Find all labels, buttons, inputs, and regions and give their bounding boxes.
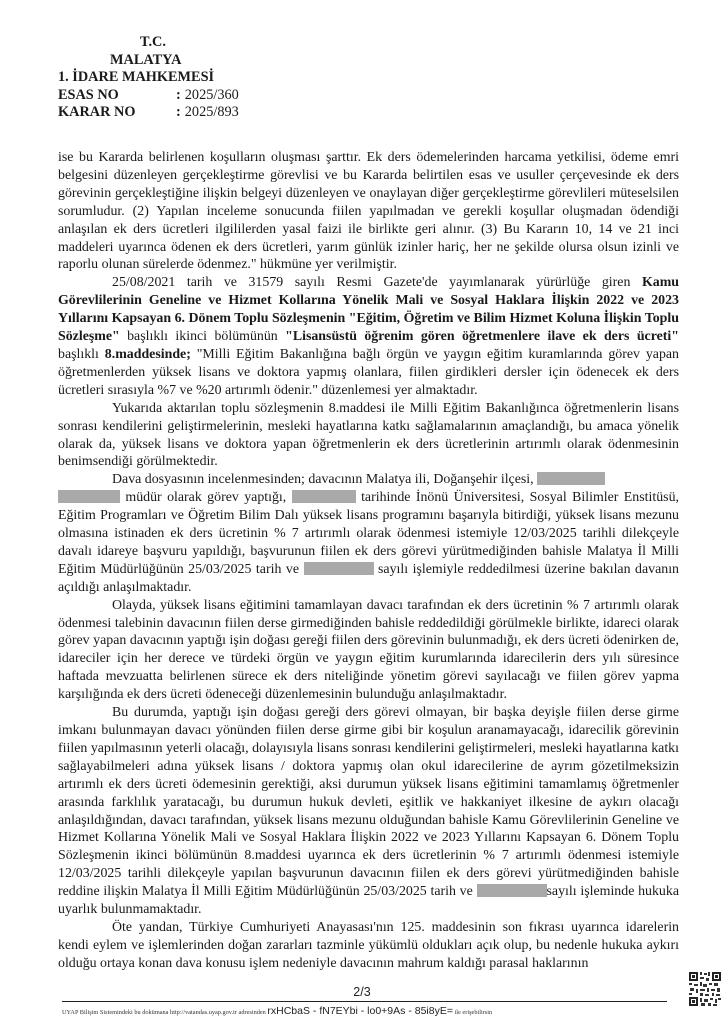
- paragraph-1: ise bu Kararda belirlenen koşulların oluşması şarttır. Ek ders ödemelerinden harcama yetkilisi, ödeme emri belgesini düzenleyen gerçekleştirme görevlisi ve bu Kararda belirtilen esas ve usuller çerçevesinde ek ders görevinin gerçekleştiğine ilişkin belgeyi düzenleyen ve onaylayan diğer gerçekleştirme görevlileri müteselsilen sorumludur. (2) Yapılan inceleme sonucunda fiilen yapılmadan ve gerekli koşullar oluşmadan ödendiği anlaşılan ek ders ücretleri ilgililerden yasal faizi ile birlikte geri alınır. (3) Bu Kararın 10, 14 ve 21 inci maddeleri uyarınca ödenen ek ders ücretleri, yarım günlük izinler hariç, her ne şekilde olursa olsun izinli ve raporlu olunan sürelerde ödenmez." hükmüne yer verilmiştir.: [58, 150, 679, 273]
- page-number: 2/3: [353, 985, 371, 999]
- bold-span: 8.maddesinde;: [104, 346, 191, 362]
- paragraph-7: Öte yandan, Türkiye Cumhuriyeti Anayasası'nın 125. maddesinin son fıkrası uyarınca idarelerin kendi eylem ve işlemlerinden doğan zararları tazminle yükümlü oldukları açık olup, bu nedenle hukuka aykırı olduğu ortaya konan dava konusu işlem nedeniyle davacının mahrum kaldığı parasal haklarının: [58, 919, 679, 971]
- paragraph-3: Yukarıda aktarılan toplu sözleşmenin 8.maddesi ile Milli Eğitim Bakanlığınca öğretmenlerin lisans sonrası kendilerini geliştirmelerinin, mesleki hayatlarına katkı sağlamalarının amaçlandığı, bu amaca yönelik olarak da, yüksek lisans ve doktora yapan öğretmenlerin ek ders ücretlerinin artırımlı olarak ödenmesinin benimsendiği görülmektedir.: [58, 400, 679, 470]
- redacted-date: [292, 490, 356, 503]
- redacted-document-number: [477, 884, 547, 897]
- footer-verification: [62, 1005, 672, 1017]
- bold-span: "Lisansüstü öğrenim gören öğretmenlere ilave ek ders ücreti": [285, 329, 679, 345]
- text-span: tarihinde İnönü Üniversitesi, Sosyal Bilimler Enstitüsü, Eğitim Programları ve Öğretim Bilim Dalı yüksek lisans programını başarıyla bitirdiği, yüksek lisans mezunu olmasına istinaden ek ders ücretinin % 7 artırımlı olarak ödenmesi istemiyle 12/03/2025 tarihli dilekçeyle davalı idareye başvuru yapıldığı, başvurunun fiilen ek ders görevi yürütmediğinden bahisle Malatya İl Milli Eğitim Müdürlüğünün 25/03/2025 tarih ve: [58, 490, 679, 577]
- text-span: 25/08/2021 tarih ve 31579 sayılı Resmi Gazete'de yayımlanarak yürürlüğe giren: [112, 275, 642, 291]
- karar-no-label: KARAR NO: [58, 104, 136, 120]
- city-heading: MALATYA: [110, 51, 182, 68]
- text-span: Dava dosyasının incelenmesinden; davacının Malatya ili, Doğanşehir ilçesi,: [112, 472, 538, 488]
- footer-suffix: ile erişebilirsin: [454, 1009, 493, 1016]
- karar-no-row: [58, 104, 239, 122]
- document-header: [58, 34, 239, 122]
- text-span: başlıklı: [58, 346, 105, 362]
- karar-no-value: 2025/893: [184, 104, 239, 120]
- redacted-school-name: [537, 472, 605, 485]
- text-span: sayılı işleminde hukuka uyarlık bulunmamaktadır.: [58, 884, 679, 918]
- text-span: sayılı işlemiyle reddedilmesi üzerine bakılan davanın açıldığı anlaşılmaktadır.: [58, 561, 680, 595]
- paragraph-4: [58, 471, 679, 596]
- court-heading: 1. İDARE MAHKEMESİ: [58, 69, 215, 85]
- country-heading: T.C.: [140, 34, 166, 50]
- verification-code: rxHCbaS - fN7EYbi - lo0+9As - 85i8yE=: [267, 1005, 453, 1017]
- text-span: başlıklı ikinci bölümünün: [119, 329, 286, 345]
- esas-no-row: [58, 87, 239, 105]
- paragraph-6: [58, 704, 679, 919]
- text-span: "Milli Eğitim Bakanlığına bağlı örgün ve yaygın eğitim kuramlarında görev yapan öğretmenlerden yüksek lisans ve doktora yapmış olanlara, fiilen girdikleri dersler için ödenecek ek ders ücretleri sırasıyla %7 ve %20 artırımlı ödenir." düzenlemesi yer almaktadır.: [58, 346, 680, 398]
- colon: :: [176, 86, 181, 103]
- text-span: müdür olarak görev yaptığı,: [120, 490, 292, 506]
- footer-divider: [62, 1001, 667, 1002]
- footer-prefix: UYAP Bilişim Sistemindeki bu dokümana http://vatandas.uyap.gov.tr adresinden: [62, 1009, 266, 1016]
- colon: :: [176, 104, 181, 120]
- redacted-document-number: [304, 562, 374, 575]
- paragraph-5: Olayda, yüksek lisans eğitimini tamamlayan davacı tarafından ek ders ücretinin % 7 artırımlı olarak ödenmesi talebinin davacının fiilen derse girmediğinden bahisle reddedildiği görülmekle birlikte, idareci olarak görev yapan davacının yaptığı işin doğası gereği fiilen ders görevinin bulunmadığı, ek ders ücreti ödenirken de, idareciler için her derece ve türdeki örgün ve yaygın eğitim kurumlarında idarecilerin ders yılı süresince haftada mevzuatta belirlenen sürece ek ders niteliğinde yönetim görevi sayılacağı ve fiilen görev yapma karşılığında ek ders ücreti ödeneceği düzenlemesinin bulunduğu anlaşılmaktadır.: [58, 597, 679, 703]
- bold-span: Kamu Görevlilerinin Geneline ve Hizmet Kollarına Yönelik Mali ve Sosyal Haklara İlişkin 2022 ve 2023 Yıllarını Kapsayan 6. Dönem Toplu Sözleşmenin "Eğitim, Öğretim ve Bilim Hizmet Koluna İlişkin Toplu Sözleşme": [58, 275, 679, 345]
- qr-code-icon: [688, 971, 722, 1007]
- paragraph-2: [58, 274, 679, 399]
- text-span: Bu durumda, yaptığı işin doğası gereği ders görevi olmayan, bir başka deyişle fiilen derse girme imkanı bulunmayan davacı yönünden fiilen derse girme gibi bir koşulun aranamayacağı, idarecilik görevinin fiilen yapılmasının yeterli olacağı, dolayısıyla lisans sonrası kendilerini geliştirmeleri, mesleki hayatlarına katkı sağlayabilmeleri adına yüksek lisans / doktora yapmış olan okul idarecilerine de ayrım gözetilmeksizin artırımlı ek ders ücreti ödemesinin gerektiği, aksi durumun yüksek lisans eğitimini tamamlamış öğretmenler arasında farklılık yaratacağı, bu durumun hukuk devleti, eşitlik ve hakkaniyet ilkesine de aykırı olacağı anlaşıldığından, davacı tarafından, yüksek lisans mezunu olduğundan bahisle Kamu Görevlilerinin Geneline ve Hizmet Kollarına Yönelik Mali ve Sosyal Haklara İlişkin 2022 ve 2023 Yıllarını Kapsayan 6. Dönem Toplu Sözleşmenin ikinci bölümünün 8.maddesi uyarınca ek ders ücretlerinin % 7 artırımlı ödenmesi istemiyle 12/03/2025 tarihli dilekçeyle yapılan başvurunun davacının fiilen ek ders görevi yürütmediğinden bahisle reddine ilişkin Malatya İl Milli Eğitim Müdürlüğünün 25/03/2025 tarih ve: [58, 705, 679, 900]
- esas-no-label: ESAS NO: [58, 86, 119, 103]
- esas-no-value: 2025/360: [184, 86, 239, 103]
- document-body: [58, 149, 679, 973]
- redacted-school-name-cont: [58, 490, 120, 503]
